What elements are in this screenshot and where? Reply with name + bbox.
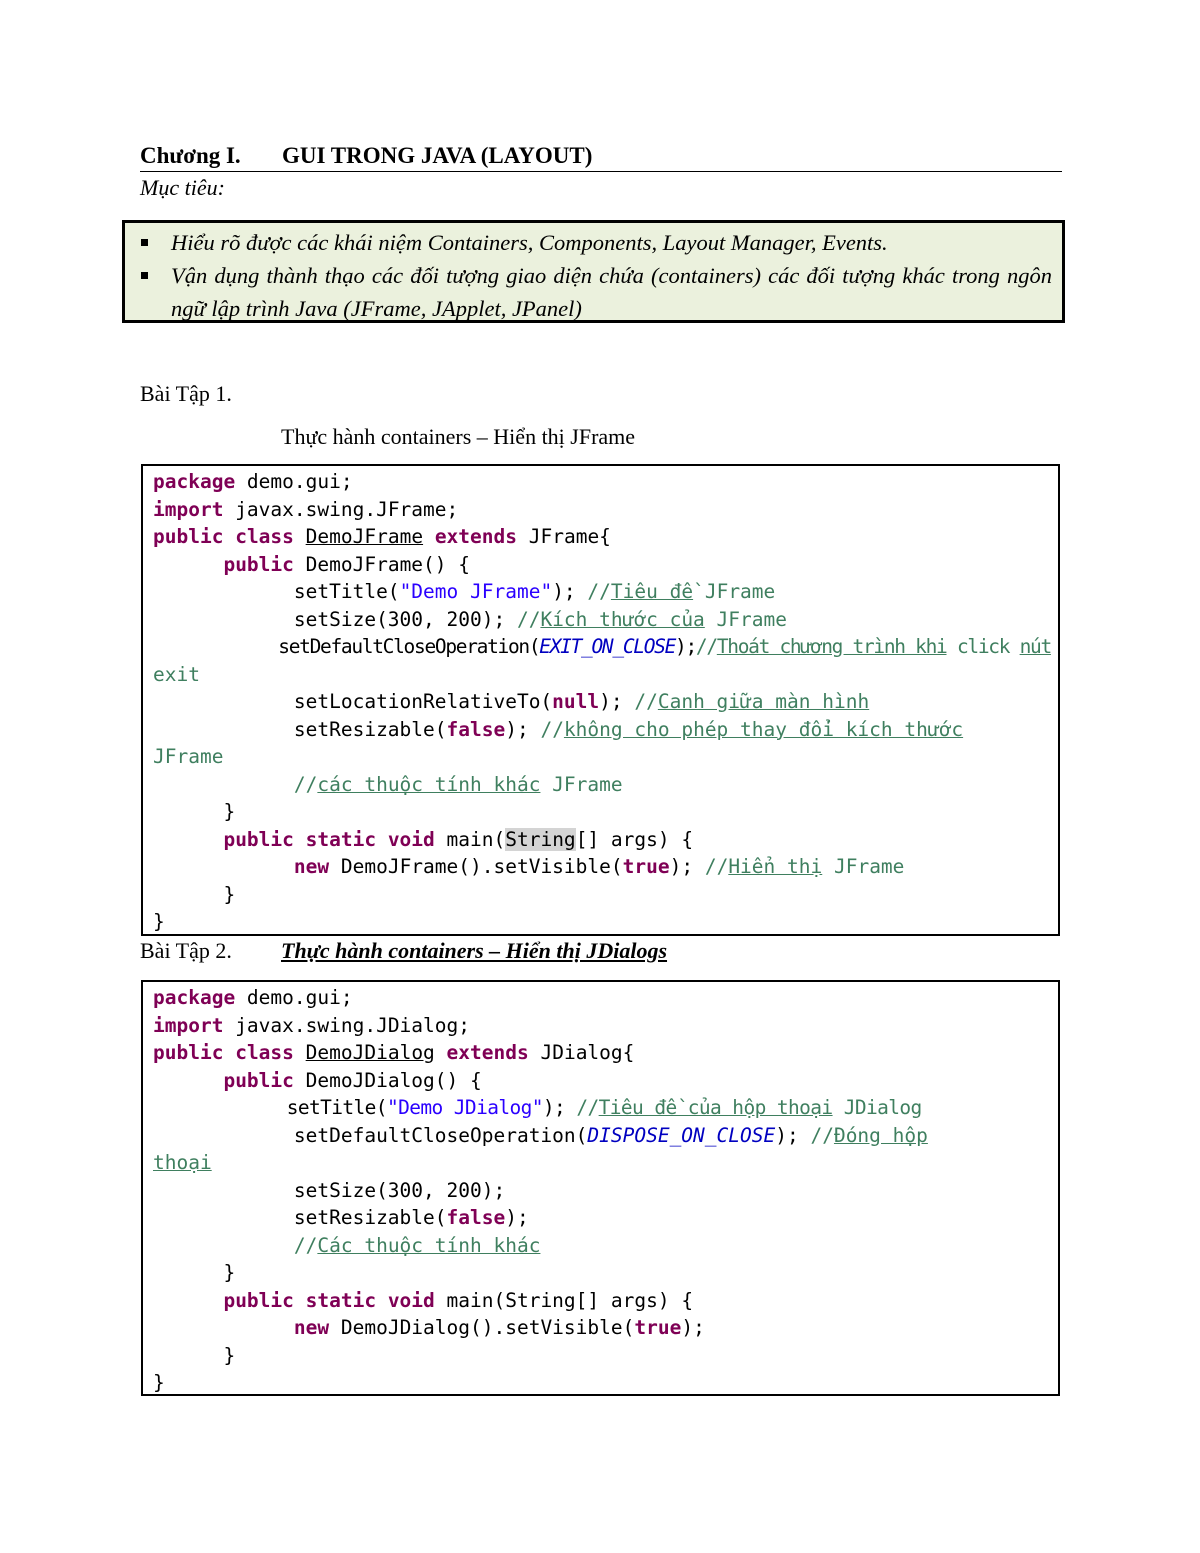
code-line: } [223,800,236,823]
code-line: setTitle("Demo JFrame"); //Tiêu đề JFrame [293,580,776,603]
code-line: JFrame [153,745,224,768]
code-line: } [153,1371,165,1394]
chapter-number: Chương I. [140,143,241,168]
code-line: thoại [153,1151,212,1174]
code-line: setLocationRelativeTo(null); //Canh giữa màn hình [293,690,870,713]
exercise-1-title: Bài Tập 1. [140,381,232,406]
code-block-jframe [141,464,1060,936]
code-line: setResizable(false); [293,1206,529,1229]
exercise-2-title: Bài Tập 2. [140,938,232,963]
code-line: } [223,1343,236,1367]
code-line: setResizable(false); //không cho phép thay đổi kích thước [293,717,964,741]
code-line: package demo.gui; [153,986,353,1009]
code-line: } [153,910,165,933]
objectives-box [122,220,1065,323]
code-line: import javax.swing.JDialog; [153,1013,470,1037]
code-line: setTitle("Demo JDialog"); //Tiêu đề của hộp thoại JDialog [286,1096,922,1119]
code-line: import javax.swing.JFrame; [153,497,459,521]
code-line: new DemoJFrame().setVisible(true); //Hiển thị JFrame [293,855,905,878]
code-line: setDefaultCloseOperation(DISPOSE_ON_CLOSE); //Đóng hộp [293,1123,928,1147]
chapter-heading [140,142,1062,172]
objective-item: Vận dụng thành thạo các đối tượng giao diện chứa (containers) các đối tượng khác trong ngôn ngữ lập trình Java (JFrame, JApplet, JPanel) [139,259,1052,325]
code-line: new DemoJDialog().setVisible(true); [293,1316,705,1339]
code-line: public DemoJFrame() { [223,552,471,576]
code-line: public static void main(String[] args) { [223,827,694,851]
code-line: //Các thuộc tính khác [293,1233,541,1257]
code-line: setSize(300, 200); //Kích thước của JFrame [293,607,787,631]
code-line: exit [153,662,200,686]
exercise-2-subtitle: Thực hành containers – Hiển thị JDialogs [281,938,668,963]
code-line: public static void main(String[] args) { [223,1288,694,1312]
code-block-jdialog [141,980,1060,1396]
code-line: } [223,882,236,906]
code-line: //các thuộc tính khác JFrame [293,772,623,796]
code-line: } [223,1261,236,1284]
code-line: public class DemoJDialog extends JDialog{ [153,1041,635,1064]
code-line: setSize(300, 200); [293,1178,506,1202]
objective-item: Hiểu rõ được các khái niệm Containers, Components, Layout Manager, Events. [139,226,1052,259]
code-line: public class DemoJFrame extends JFrame{ [153,525,611,548]
code-line: public DemoJDialog() { [223,1068,482,1092]
code-line: setDefaultCloseOperation(EXIT_ON_CLOSE);//Thoát chương trình khi click nút [278,635,1051,658]
exercise-1-subtitle: Thực hành containers – Hiển thị JFrame [281,424,636,449]
code-line: package demo.gui; [153,470,353,493]
objectives-label: Mục tiêu: [140,175,225,200]
chapter-title: GUI TRONG JAVA (LAYOUT) [282,143,593,168]
